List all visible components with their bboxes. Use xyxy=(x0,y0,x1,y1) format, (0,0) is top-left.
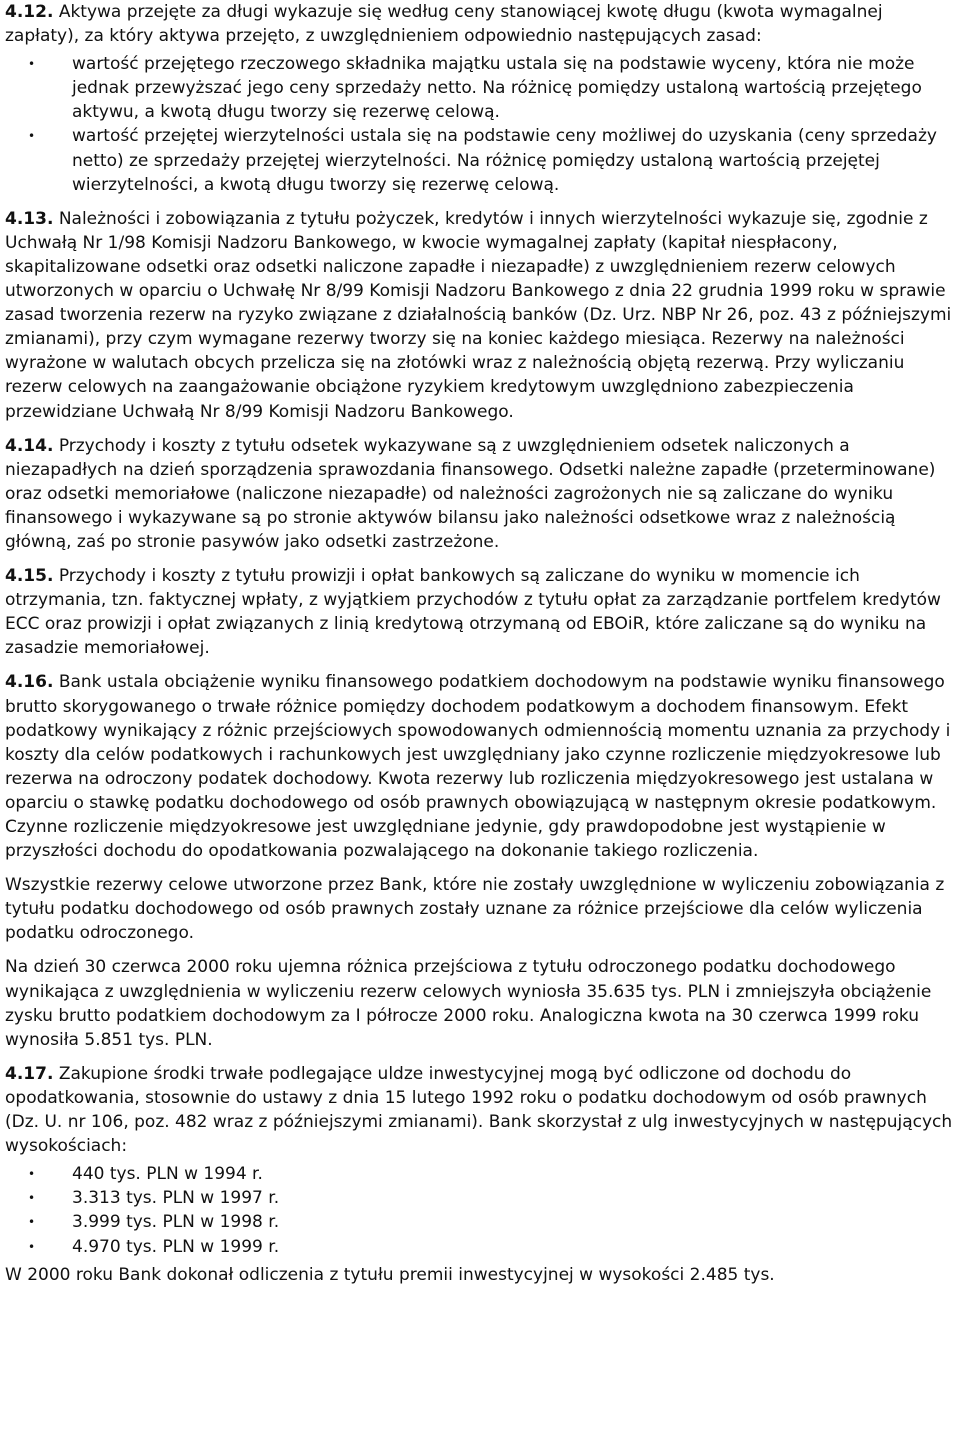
paragraph: Wszystkie rezerwy celowe utworzone przez Bank, które nie zostały uwzględnione w wyliczeniu zobowiązania z tytułu podatku dochodowego od osób prawnych zostały uznane za różnice przejściowe dla celów wyliczenia podatku odroczonego. xyxy=(5,875,945,944)
list-item xyxy=(28,52,954,124)
paragraph xyxy=(5,207,954,424)
list-item xyxy=(28,1235,954,1259)
list-item-text: wartość przejętej wierzytelności ustala się na podstawie ceny możliwej do uzyskania (ceny sprzedaży netto) ze sprzedaży przejętej wierzytelności. Na różnicę pomiędzy ustaloną wartością przejętej wierzytelności, a kwotą długu tworzy się rezerwę celową. xyxy=(72,126,937,195)
bullet-icon: • xyxy=(28,57,36,72)
list-item-text: wartość przejętego rzeczowego składnika majątku ustala się na podstawie wyceny, która nie może jednak przewyższać jego ceny sprzedaży netto. Na różnicę pomiędzy ustaloną wartością przejętego aktywu, a kwotą długu tworzy się rezerwę celową. xyxy=(72,54,922,123)
paragraph-text: Bank ustala obciążenie wyniku finansowego podatkiem dochodowym na podstawie wyniku finansowego brutto skorygowanego o trwałe różnice pomiędzy dochodem podatkowym a dochodem finansowym. Efekt podatkowy wynikający z różnic przejściowych spowodowanych odmiennością momentu uznania za przychody i koszty dla celów podatkowych i rachunkowych jest uwzględniany jako czynne rozliczenie międzyokresowe lub rezerwa na odroczony podatek dochodowy. Kwota rezerwy lub rozliczenia międzyokresowego jest ustalana w oparciu o stawkę podatku dochodowego od osób prawnych obowiązującą w następnym okresie podatkowym. Czynne rozliczenie międzyokresowe jest uwzględniane jedynie, gdy prawdopodobne jest wystąpienie w przyszłości dochodu do opodatkowania pozwalającego na dokonanie takiego rozliczenia. xyxy=(5,672,951,862)
list-item xyxy=(28,1186,954,1210)
paragraph-text: Przychody i koszty z tytułu odsetek wykazywane są z uwzględnieniem odsetek naliczonych a niezapadłych na dzień sporządzenia sprawozdania finansowego. Odsetki należne zapadłe (przeterminowane) oraz odsetki memoriałowe (naliczone niezapadłe) od należności zagrożonych nie są zaliczane do wyniku finansowego i wykazywane są po stronie aktywów bilansu jako należności odsetkowe wraz z należnością główną, zaś po stronie pasywów jako odsetki zastrzeżone. xyxy=(5,435,936,552)
section-number: 4.14. xyxy=(5,435,54,456)
section-number: 4.12. xyxy=(5,2,54,22)
paragraph xyxy=(5,564,954,660)
bullet-icon: • xyxy=(28,1191,36,1206)
section-4-17 xyxy=(5,1062,954,1287)
section-4-12-intro xyxy=(5,0,954,48)
bullet-list xyxy=(5,52,954,197)
section-4-13 xyxy=(5,207,954,424)
bullet-list xyxy=(5,1162,954,1258)
list-item-text: 3.313 tys. PLN w 1997 r. xyxy=(72,1188,280,1209)
section-4-14 xyxy=(5,434,954,554)
section-number: 4.13. xyxy=(5,208,54,229)
paragraph: W 2000 roku Bank dokonał odliczenia z tytułu premii inwestycyjnej w wysokości 2.485 tys. xyxy=(5,1264,775,1285)
list-item xyxy=(28,1210,954,1234)
bullet-icon: • xyxy=(28,1239,36,1254)
list-item xyxy=(28,1162,954,1186)
section-number: 4.17. xyxy=(5,1063,54,1084)
paragraph xyxy=(5,434,954,554)
paragraph xyxy=(5,1062,954,1158)
paragraph xyxy=(5,670,954,863)
paragraph-text: Przychody i koszty z tytułu prowizji i opłat bankowych są zaliczane do wyniku w momencie ich otrzymania, tzn. faktycznej wpłaty, z wyjątkiem przychodów z tytułu opłat za zarządzanie portfelem kredytów ECC oraz prowizji i opłat związanych z linią kredytową otrzymaną od EBOiR, które zaliczane są do wyniku na zasadzie memoriałowej. xyxy=(5,566,941,659)
paragraph-text: Aktywa przejęte za długi wykazuje się według ceny stanowiącej kwotę długu (kwota wymagalnej zapłaty), za który aktywa przejęto, z uwzględnieniem odpowiednio następujących zasad: xyxy=(5,2,883,47)
bullet-icon: • xyxy=(28,1167,36,1182)
paragraph: Na dzień 30 czerwca 2000 roku ujemna różnica przejściowa z tytułu odroczonego podatku dochodowego wynikająca z uwzględnienia w wyliczeniu rezerw celowych wyniosła 35.635 tys. PLN i zmniejszyła obciążenie zysku brutto podatkiem dochodowym za I półrocze 2000 roku. Analogiczna kwota na 30 czerwca 1999 roku wynosiła 5.851 tys. PLN. xyxy=(5,957,932,1050)
list-item-text: 3.999 tys. PLN w 1998 r. xyxy=(72,1212,280,1233)
bullet-icon: • xyxy=(28,1215,36,1230)
list-item-text: 440 tys. PLN w 1994 r. xyxy=(72,1164,263,1185)
paragraph-text: Należności i zobowiązania z tytułu pożyczek, kredytów i innych wierzytelności wykazuje się, zgodnie z Uchwałą Nr 1/98 Komisji Nadzoru Bankowego, w kwocie wymagalnej zapłaty (kapitał niespłacony, skapitalizowane odsetki oraz odsetki naliczone zapadłe i niezapadłe) z uwzględnieniem rezerw celowych utworzonych w oparciu o Uchwałę Nr 8/99 Komisji Nadzoru Bankowego z dnia 22 grudnia 1999 roku w sprawie zasad tworzenia rezerw na ryzyko związane z działalnością banków (Dz. Urz. NBP Nr 26, poz. 43 z późniejszymi zmianami), przy czym wymagane rezerwy tworzy się na koniec każdego miesiąca. Rezerwy na należności wyrażone w walutach obcych przelicza się na złotówki wraz z należnością objętą rezerwą. Przy wyliczaniu rezerw celowych na zaangażowanie obciążone ryzykiem kredytowym uwzględniono zabezpieczenia przewidziane Uchwałą Nr 8/99 Komisji Nadzoru Bankowego. xyxy=(5,208,952,422)
list-item xyxy=(28,124,954,196)
section-number: 4.16. xyxy=(5,672,54,693)
section-4-15 xyxy=(5,564,954,660)
section-4-16 xyxy=(5,670,954,1051)
section-number: 4.15. xyxy=(5,566,54,587)
bullet-icon: • xyxy=(28,129,36,144)
list-item-text: 4.970 tys. PLN w 1999 r. xyxy=(72,1236,280,1257)
paragraph-text: Zakupione środki trwałe podlegające uldze inwestycyjnej mogą być odliczone od dochodu do opodatkowania, stosownie do ustawy z dnia 15 lutego 1992 roku o podatku dochodowym od osób prawnych (Dz. U. nr 106, poz. 482 wraz z późniejszymi zmianami). Bank skorzystał z ulg inwestycyjnych w następujących wysokościach: xyxy=(5,1063,953,1157)
section-4-12 xyxy=(5,0,954,197)
